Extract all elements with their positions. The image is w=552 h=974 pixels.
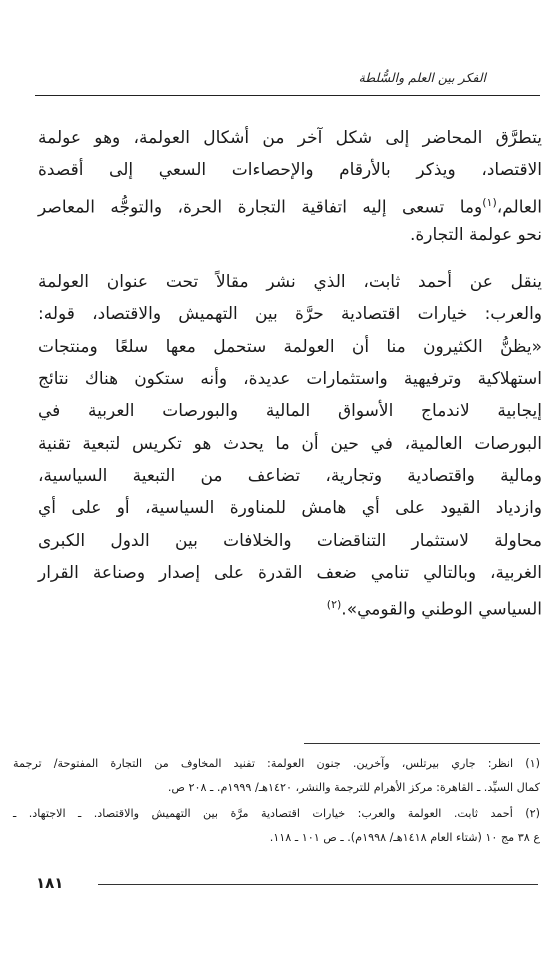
header-rule bbox=[35, 95, 540, 96]
text-line: ومالية واقتصادية وتجارية، تضاعف من التبعية السياسية، bbox=[38, 465, 542, 486]
text-fragment: العالم، bbox=[496, 197, 542, 218]
text-line: الاقتصاد، ويذكر بالأرقام والإحصاءات السعي إلى أقصدة bbox=[38, 160, 542, 181]
text-line bbox=[38, 589, 542, 621]
text-line: إيجابية لاندماج الأسواق المالية والبورصات العربية في bbox=[38, 401, 542, 422]
text-line: والعرب: خيارات اقتصادية حرَّة بين التهميش والاقتصاد، قوله: bbox=[38, 304, 542, 325]
text-line: محاولة لاستثمار التناقضات والخلافات بين الدول الكبرى bbox=[38, 530, 542, 551]
text-line: البورصات العالمية، في حين أن ما يحدث هو تكريس لتبعية تقنية bbox=[38, 433, 542, 454]
text-line bbox=[38, 187, 542, 219]
text-line: الغربية، وبالتالي تنامي ضعف القدرة على إصدار وصناعة القرار bbox=[38, 562, 542, 583]
footnote-1-line: كمال السيِّد. ـ القاهرة: مركز الأهرام للترجمة والنشر، ١٤٢٠هـ/ ١٩٩٩م. ـ ٢٠٨ ص. bbox=[167, 780, 540, 794]
footnote-reference-2: (٢) bbox=[326, 598, 342, 612]
footer-rule bbox=[98, 884, 538, 885]
footnote-2-line: ع ٣٨ مج ١٠ (شتاء العام ١٤١٨هـ/ ١٩٩٨م). ـ ص ١٠١ ـ ١١٨. bbox=[269, 830, 540, 844]
paragraph-2 bbox=[38, 266, 542, 621]
footnote-reference-1: (١) bbox=[482, 195, 497, 209]
text-fragment: السياسي الوطني والقومي». bbox=[341, 599, 542, 620]
footnote-rule bbox=[304, 743, 540, 744]
footnote-2-line: (٢) أحمد ثابت. العولمة والعرب: خيارات اقتصادية مرَّة بين التهميش والاقتصاد. ـ الاجتهاد. ـ bbox=[13, 807, 540, 820]
text-line: وازدياد القيود على أي هامش للمناورة السياسية، أو على أي bbox=[38, 498, 542, 519]
text-fragment: وما تسعى إليه اتفاقية التجارة الحرة، والتوجُّه المعاصر bbox=[38, 197, 483, 218]
footnotes bbox=[13, 752, 540, 849]
body-text bbox=[38, 122, 542, 621]
footnote-1-line: (١) انظر: جاري بيرتلس، وآخرين. جنون العولمة: تفنيد المخاوف من التجارة المفتوحة/ ترجمة bbox=[13, 757, 540, 770]
page-number: ١٨١ bbox=[36, 874, 64, 892]
text-line: ينقل عن أحمد ثابت، الذي نشر مقالاً تحت عنوان العولمة bbox=[38, 272, 542, 293]
text-line: «يظنُّ الكثيرون منا أن العولمة ستحمل معها سلعًا ومنتجات bbox=[38, 336, 542, 357]
running-head: الفكر بين العلم والسُّلطة bbox=[358, 70, 486, 85]
text-line: يتطرَّق المحاضر إلى شكل آخر من أشكال العولمة، وهو عولمة bbox=[38, 128, 542, 148]
text-line: استهلاكية وترفيهية واستثمارات عديدة، وأنه ستكون هناك نتائج bbox=[38, 369, 542, 390]
paragraph-1 bbox=[38, 122, 542, 251]
text-line: نحو عولمة التجارة. bbox=[409, 224, 542, 245]
